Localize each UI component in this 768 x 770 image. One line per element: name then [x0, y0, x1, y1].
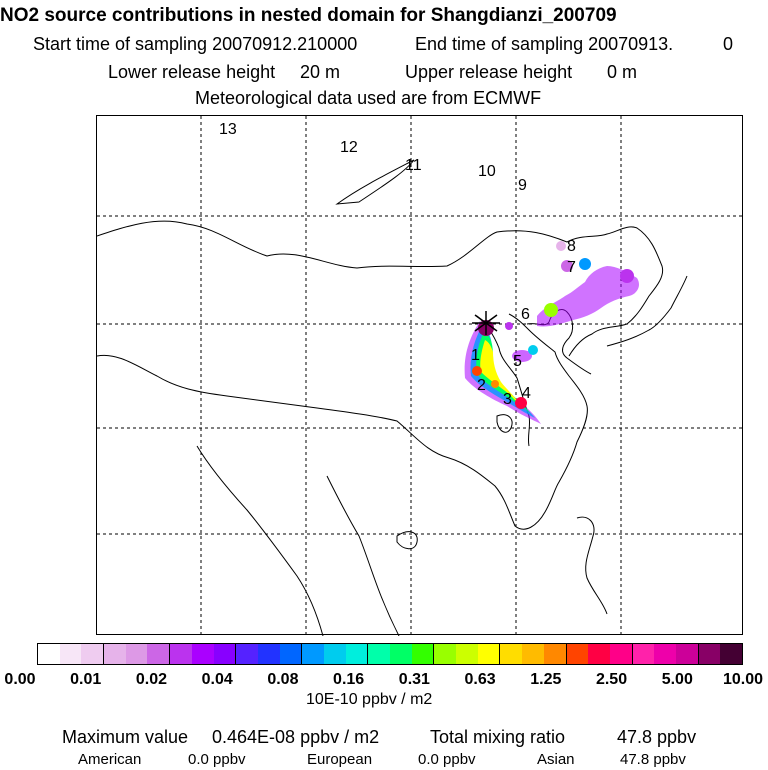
legend-tick-label: 10.00 — [722, 671, 764, 688]
burma-coast — [197, 446, 323, 636]
taiwan-island — [497, 415, 512, 433]
plume-patch — [528, 345, 538, 355]
trajectory-label: 7 — [567, 259, 576, 276]
color-legend-bar — [37, 643, 743, 665]
trajectory-label: 8 — [567, 238, 576, 255]
legend-swatch — [60, 644, 82, 664]
total-mixing-label: Total mixing ratio — [430, 727, 566, 747]
trajectory-label: 1 — [471, 347, 480, 364]
legend-swatch — [610, 644, 633, 664]
lower-height-value: 20 m — [300, 62, 341, 82]
plume-peak — [491, 380, 499, 388]
coastlines-borders — [97, 160, 687, 636]
plot-title: NO2 source contributions in nested domain for Shangdianzi_200709 — [0, 5, 617, 26]
legend-swatch — [170, 644, 192, 664]
end-time-value: 0 — [723, 34, 734, 54]
legend-swatch — [280, 644, 303, 664]
legend-swatch — [147, 644, 170, 664]
trajectory-label: 4 — [522, 385, 531, 402]
asian-value: 47.8 ppbv — [620, 751, 686, 768]
legend-swatch — [478, 644, 501, 664]
legend-tick-label: 0.08 — [267, 671, 299, 688]
legend-swatch — [346, 644, 369, 664]
legend-tick-label: 1.25 — [530, 671, 562, 688]
philippines-coast — [577, 517, 607, 614]
legend-swatch — [126, 644, 148, 664]
trajectory-label: 11 — [405, 157, 422, 174]
map-panel — [96, 115, 743, 635]
lower-height-label: Lower release height — [108, 62, 276, 82]
upper-height-label: Upper release height — [405, 62, 573, 82]
hainan-island — [397, 532, 417, 549]
legend-tick-label: 0.31 — [398, 671, 430, 688]
legend-swatch — [258, 644, 280, 664]
legend-swatch — [588, 644, 610, 664]
plume-patch — [505, 322, 513, 330]
trajectory-label: 10 — [478, 163, 496, 180]
legend-swatch — [633, 644, 655, 664]
plume-patch — [620, 269, 634, 283]
legend-swatch — [720, 644, 742, 664]
south-border — [97, 314, 587, 529]
trajectory-label: 5 — [513, 353, 522, 370]
legend-tick-label: 0.04 — [201, 671, 233, 688]
legend-swatch — [544, 644, 567, 664]
map-svg — [97, 116, 744, 636]
legend-tick-label: 0.01 — [70, 671, 102, 688]
american-value: 0.0 ppbv — [188, 751, 246, 768]
legend-tick-label: 5.00 — [661, 671, 693, 688]
legend-swatch — [104, 644, 126, 664]
legend-tick-label: 0.00 — [4, 671, 36, 688]
european-value: 0.0 ppbv — [418, 751, 476, 768]
legend-swatch — [214, 644, 237, 664]
legend-tick-label: 2.50 — [595, 671, 628, 688]
indochina-coast — [327, 476, 399, 636]
legend-swatch — [38, 644, 60, 664]
trajectory-label: 13 — [219, 121, 237, 138]
legend-swatch — [81, 644, 104, 664]
legend-swatch — [522, 644, 544, 664]
met-data-label: Meteorological data used are from ECMWF — [195, 88, 542, 108]
european-label: European — [307, 751, 373, 768]
trajectory-label: 3 — [503, 391, 512, 408]
legend-swatch — [368, 644, 390, 664]
max-value: 0.464E-08 ppbv / m2 — [212, 727, 380, 747]
plume-patch — [556, 241, 566, 251]
legend-tick-label: 0.02 — [135, 671, 168, 688]
legend-swatch — [699, 644, 721, 664]
plume-patch — [544, 303, 558, 317]
legend-swatch — [302, 644, 324, 664]
legend-swatch — [676, 644, 699, 664]
legend-swatch — [654, 644, 676, 664]
max-value-label: Maximum value — [62, 727, 189, 747]
legend-swatch — [412, 644, 435, 664]
trajectory-label: 2 — [477, 377, 486, 394]
graticule — [97, 116, 744, 636]
trajectory-label: 9 — [518, 177, 527, 194]
legend-swatch — [456, 644, 478, 664]
legend-swatch — [236, 644, 258, 664]
legend-swatch — [324, 644, 346, 664]
end-time-label: End time of sampling 20070913. — [415, 34, 674, 54]
legend-swatch — [500, 644, 522, 664]
plume-patch — [579, 258, 591, 270]
asian-label: Asian — [537, 751, 575, 768]
legend-swatch — [567, 644, 589, 664]
legend-swatch — [390, 644, 412, 664]
legend-unit: 10E-10 ppbv / m2 — [306, 691, 433, 708]
total-mixing-value: 47.8 ppbv — [617, 727, 697, 747]
lake-baikal — [337, 160, 414, 204]
trajectory-label: 6 — [521, 306, 530, 323]
trajectory-label: 12 — [340, 139, 358, 156]
legend-tick-label: 0.63 — [464, 671, 496, 688]
american-label: American — [78, 751, 142, 768]
upper-height-value: 0 m — [607, 62, 638, 82]
legend-swatch — [434, 644, 456, 664]
legend-tick-label: 0.16 — [333, 671, 365, 688]
plume-peak — [472, 366, 482, 376]
concentration-plume — [465, 241, 639, 424]
start-time-label: Start time of sampling 20070912.210000 — [33, 34, 358, 54]
legend-swatch — [192, 644, 214, 664]
